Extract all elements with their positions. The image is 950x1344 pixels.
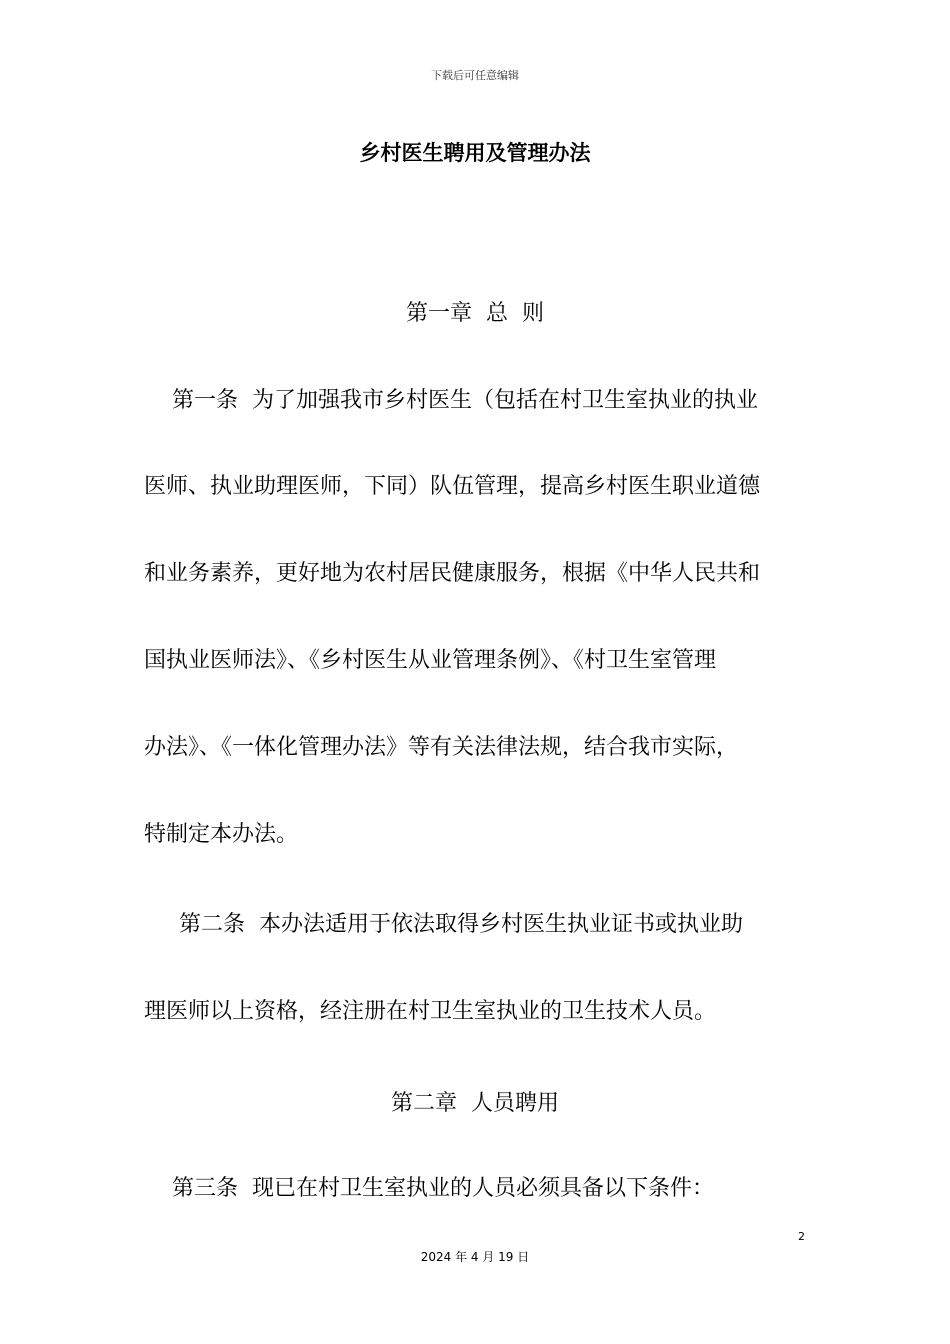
paragraph-line: 第二条 本办法适用于依法取得乡村医生执业证书或执业助: [144, 912, 743, 937]
header-note: 下载后可任意编辑: [431, 69, 519, 82]
paragraph-line: 第三条 现已在村卫生室执业的人员必须具备以下条件：: [144, 1176, 714, 1201]
paragraph-line: 第一条 为了加强我市乡村医生（包括在村卫生室执业的执业: [144, 388, 758, 413]
paragraph-line: 办法》、《一体化管理办法》等有关法律法规，结合我市实际，: [144, 735, 739, 760]
footer-date: 2024 年 4 月 19 日: [420, 1250, 530, 1264]
page-number: 2: [798, 1230, 805, 1243]
chapter-heading: 第一章 总 则: [406, 301, 544, 326]
paragraph-line: 医师、执业助理医师，下同）队伍管理，提高乡村医生职业道德: [144, 474, 761, 499]
paragraph-line: 和业务素养，更好地为农村居民健康服务，根据《中华人民共和: [144, 561, 761, 586]
paragraph-line: 国执业医师法》、《乡村医生从业管理条例》、《村卫生室管理: [144, 648, 717, 673]
paragraph-line: 理医师以上资格，经注册在村卫生室执业的卫生技术人员。: [144, 999, 717, 1024]
document-title: 乡村医生聘用及管理办法: [359, 141, 591, 165]
chapter-heading: 第二章 人员聘用: [391, 1091, 559, 1116]
paragraph-line: 特制定本办法。: [144, 822, 299, 847]
